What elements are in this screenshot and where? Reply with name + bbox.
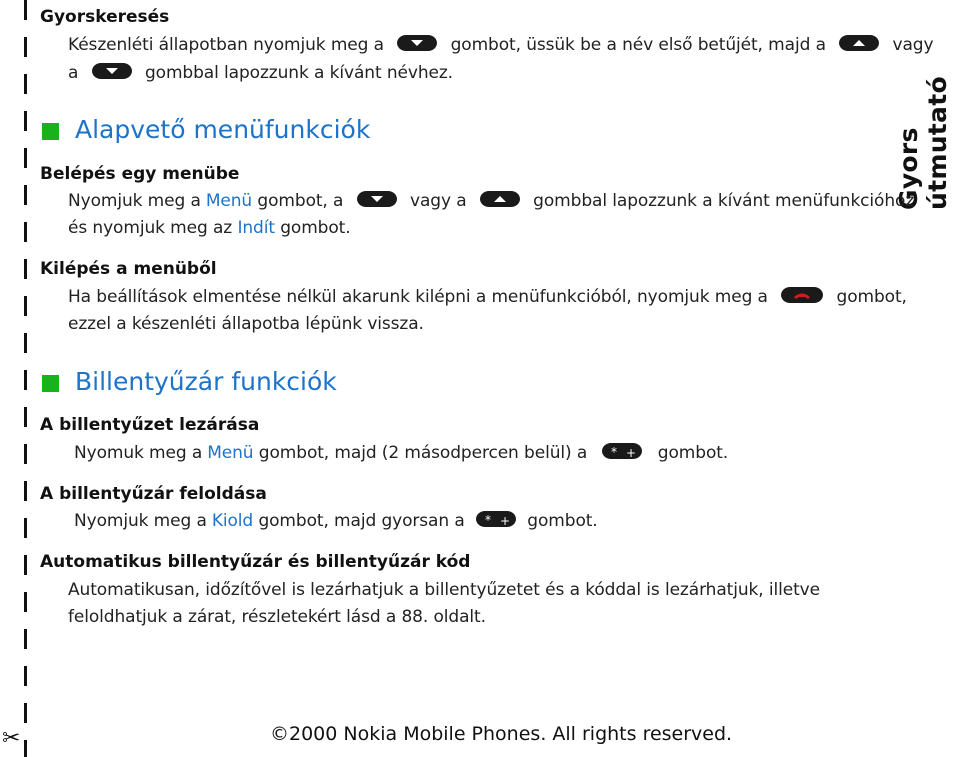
unlock-key-label: Kiold [211,511,254,531]
star-key-icon [602,443,642,459]
scroll-down-key-icon [397,35,437,51]
scroll-down-key-icon [357,191,397,207]
enter-menu-line1: Nyomjuk meg a Menü gombot, a vagy a gombbal lapozzunk a kívánt menüfunkcióhoz [68,191,915,211]
lock-keypad-line: Nyomuk meg a Menü gombot, majd (2 másodpercen belül) a * + gombot. [74,443,729,463]
menu-key-label: Menü [205,191,253,211]
copyright-footer: ©2000 Nokia Mobile Phones. All rights reserved. [270,723,733,745]
unlock-keypad-line: Nyomjuk meg a Kiold gombot, majd gyorsan a * + gombot. [74,511,598,531]
unlock-keypad-heading: A billentyűzár feloldása [40,484,267,504]
enter-menu-line2: és nyomjuk meg az Indít gombot. [68,218,351,238]
section-bullet-icon [42,375,59,392]
enter-menu-heading: Belépés egy menübe [40,164,240,184]
section-bullet-icon [42,123,59,140]
side-title: Gyors útmutató [894,76,952,210]
lock-keypad-heading: A billentyűzet lezárása [40,415,260,435]
scroll-up-key-icon [839,35,879,51]
quick-search-heading: Gyorskeresés [40,7,170,27]
auto-keylock-line1: Automatikusan, időzítővel is lezárhatjuk a billentyűzetet és a kóddal is lezárhatjuk, illetve [68,580,820,600]
exit-menu-line2: ezzel a készenléti állapotba lépünk vissza. [68,314,424,334]
auto-keylock-heading: Automatikus billentyűzár és billentyűzár kód [40,552,471,572]
end-call-key-icon [781,287,823,303]
start-key-label: Indít [237,218,275,238]
svg-text:*: * [484,513,491,527]
svg-text:+: + [499,514,510,527]
cut-line [24,0,27,757]
scissors-icon: ✂ [2,726,21,751]
keylock-title: Billentyűzár funkciók [75,367,337,396]
svg-text:*: * [611,445,618,459]
scroll-down-key-icon [92,63,132,79]
scroll-up-key-icon [480,191,520,207]
basic-menu-title: Alapvető menüfunkciók [75,115,371,144]
exit-menu-heading: Kilépés a menüből [40,259,217,279]
exit-menu-line1: Ha beállítások elmentése nélkül akarunk kilépni a menüfunkcióból, nyomjuk meg a gombot, [68,287,907,307]
menu-key-label: Menü [207,443,254,463]
quick-search-line1: Készenléti állapotban nyomjuk meg a gombot, üssük be a név első betűjét, majd a vagy [68,35,934,55]
svg-text:+: + [626,446,637,459]
auto-keylock-line2: feloldhatjuk a zárat, részletekért lásd a 88. oldalt. [68,607,486,627]
quick-search-line2: a gombbal lapozzunk a kívánt névhez. [68,63,453,83]
star-key-icon [476,511,516,527]
